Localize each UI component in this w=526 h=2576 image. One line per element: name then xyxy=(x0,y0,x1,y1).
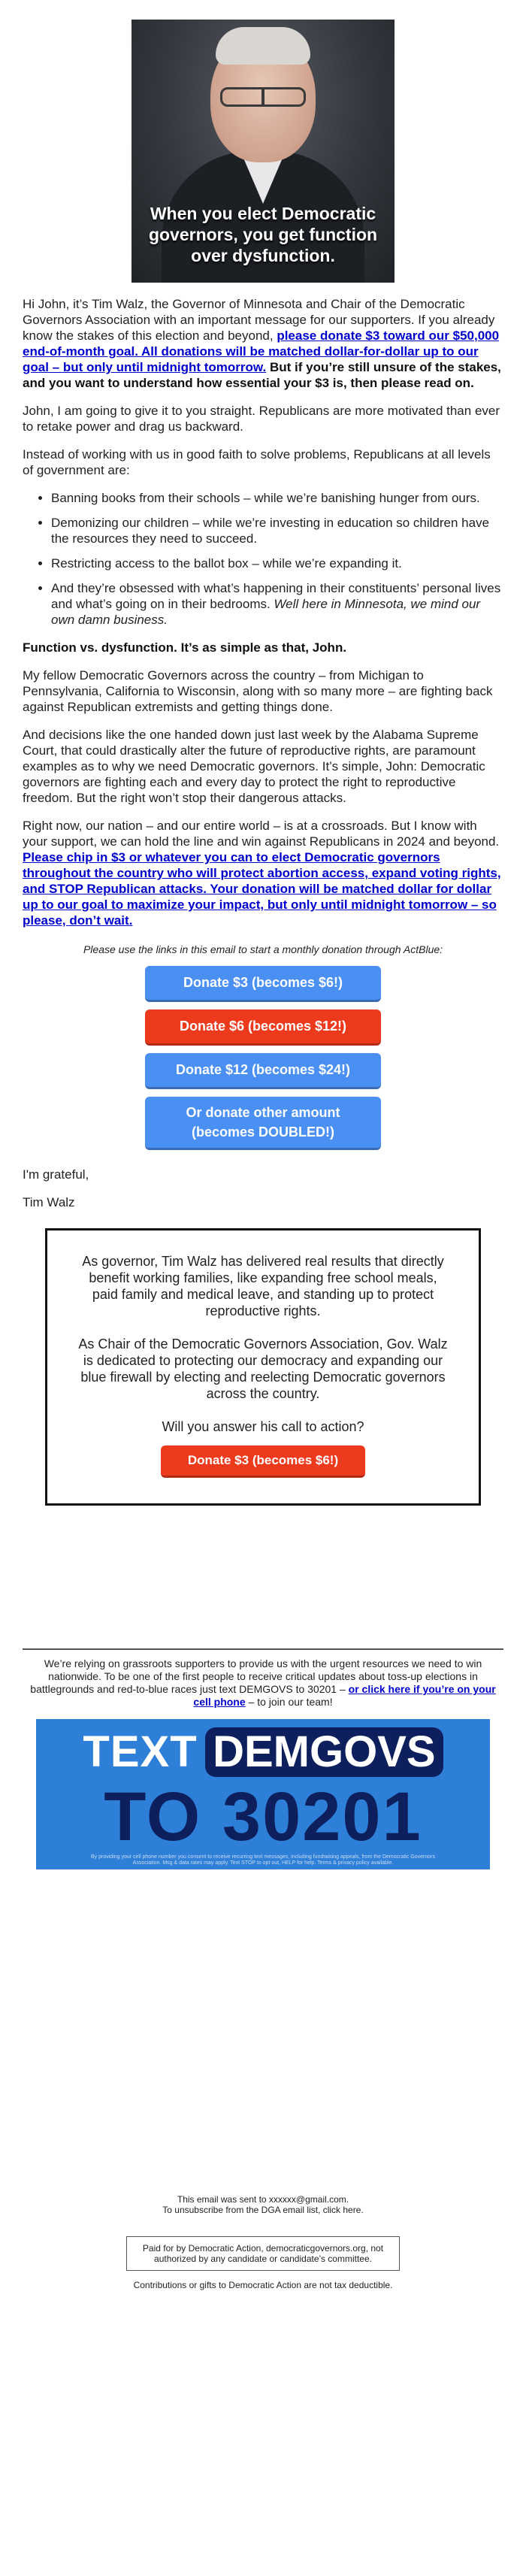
text-demgovs-banner[interactable] xyxy=(36,1719,490,1869)
banner-text-word: TEXT xyxy=(83,1727,198,1776)
paragraph-republicans: Instead of working with us in good faith to solve problems, Republicans at all levels of government are: xyxy=(23,447,491,477)
banner-top-row xyxy=(36,1727,490,1777)
republican-actions-list xyxy=(23,490,503,628)
actblue-note: Please use the links in this email to start a monthly donation through ActBlue: xyxy=(83,943,443,955)
paragraph-straight: John, I am going to give it to you straight. Republicans are more motivated than ever to retake power and drag us backward. xyxy=(23,404,500,434)
list-item: • Demonizing our children – while we’re investing in education so children have the resources they need to succeed. xyxy=(51,515,503,546)
donate-3-button[interactable]: Donate $3 (becomes $6!) xyxy=(145,966,381,1002)
hero-caption: When you elect Democratic governors, you get function over dysfunction. xyxy=(148,204,378,265)
box-paragraph-governor: As governor, Tim Walz has delivered real results that directly benefit working families, like expanding free school meals, paid family and medical leave, and standing up to protect reproductive rights. xyxy=(82,1254,444,1318)
box-paragraph-chair: As Chair of the Democratic Governors Association, Gov. Walz is dedicated to protecting our democracy and expanding our blue firewall by electing and reelecting Democratic governors across the country. xyxy=(78,1336,448,1401)
hero-figure-hair xyxy=(216,27,310,65)
join-tail: – to join our team! xyxy=(245,1696,333,1708)
donate-6-button[interactable]: Donate $6 (becomes $12!) xyxy=(145,1010,381,1046)
cell-phone-link[interactable]: or click here if you’re on your cell phone xyxy=(193,1683,496,1708)
intro-bold: But if you’re still unsure of the stakes, and you want to understand how essential your $3 is, then please read on. xyxy=(23,360,501,390)
paragraph-alabama: And decisions like the one handed down just last week by the Alabama Supreme Court, that could drastically alter the future of reproductive rights, are paramount examples as to why we need Democratic governors. It’s simple, John: Democratic governors are fighting each and every day to protect the right to reproductive freedom. But the right won’t stop their dangerous attacks. xyxy=(23,728,485,805)
list-item xyxy=(51,580,503,628)
donate-other-line2: (becomes DOUBLED!) xyxy=(191,1125,335,1140)
sent-to-text: This email was sent to xxxxxx@gmail.com. xyxy=(177,2194,349,2205)
donate-goal-link[interactable]: please donate $3 toward our $50,000 end-of-month goal. All donations will be matched dollar-for-dollar up to our goal – but only until midnight tomorrow. xyxy=(23,328,500,374)
paragraph-crossroads xyxy=(23,818,503,928)
footer xyxy=(23,1648,503,2290)
hero-figure-glasses xyxy=(220,87,306,107)
signoff-grateful: I'm grateful, xyxy=(23,1167,89,1182)
join-lead: We’re relying on grassroots supporters to provide us with the urgent resources we need to win nationwide. To be one of the first people to receive critical updates about toss-up elections in battlegrounds and red-to-blue races just text DEMGOVS to 30201 – xyxy=(30,1657,482,1695)
intro-paragraph xyxy=(23,296,503,391)
call-to-action-box xyxy=(45,1228,481,1506)
function-line-bold: Function vs. dysfunction. It’s as simple as that, John. xyxy=(23,640,347,655)
unsubscribe-link[interactable]: To unsubscribe from the DGA email list, click here. xyxy=(162,2205,364,2215)
contributions-disclaimer: Contributions or gifts to Democratic Action are not tax deductible. xyxy=(133,2280,393,2290)
list-item-italic: Well here in Minnesota, we mind our own damn business. xyxy=(51,597,481,627)
crossroads-lead: Right now, our nation – and our entire world – is at a crossroads. But I know with your support, we can hold the line and win against Republicans in 2024 and beyond. xyxy=(23,819,500,849)
join-text xyxy=(23,1657,503,1709)
signoff-name: Tim Walz xyxy=(23,1195,75,1209)
function-line xyxy=(23,640,503,655)
banner-number: TO 30201 xyxy=(104,1778,422,1855)
donate-12-button[interactable]: Donate $12 (becomes $24!) xyxy=(145,1053,381,1089)
list-item: • Restricting access to the ballot box – while we’re expanding it. xyxy=(51,555,503,571)
intro-lead: Hi John, it’s Tim Walz, the Governor of Minnesota and Chair of the Democratic Governors Association with an important message for our supporters. If you already know the stakes of this election and beyond, xyxy=(23,297,495,343)
paragraph-governors: My fellow Democratic Governors across the country – from Michigan to Pennsylvania, California to Wisconsin, along with so many more – are fighting back against Republican extremists and getting things done. xyxy=(23,668,493,714)
banner-fine-print: By providing your cell phone number you consent to receive recurring text messages, including fundraising appeals, from the Democratic Governors Association. Msg & data rates may apply. Text STOP to opt out, HELP for help. Terms & privacy policy available. xyxy=(91,1854,435,1866)
paid-for-disclaimer: Paid for by Democratic Action, democraticgovernors.org, not authorized by any candidate or candidate’s committee. xyxy=(126,2236,400,2271)
chip-in-link[interactable]: Please chip in $3 or whatever you can to elect Democratic governors throughout the country who will protect abortion access, expand voting rights, and STOP Republican attacks. Your donation will be matched dollar for dollar up to our goal to maximize your impact, but only until midnight tomorrow – so please, don’t wait. xyxy=(23,850,501,928)
donate-other-line1: Or donate other amount xyxy=(186,1105,340,1120)
email-body xyxy=(23,20,503,2290)
hero-image[interactable] xyxy=(132,20,394,283)
box-question: Will you answer his call to action? xyxy=(162,1419,364,1434)
donate-other-button[interactable] xyxy=(145,1097,381,1150)
list-item-text: And they’re obsessed with what’s happening in their constituents’ personal lives and what’s going on in their bedrooms. xyxy=(51,581,501,611)
list-item: • Banning books from their schools – while we’re banishing hunger from ours. xyxy=(51,490,503,506)
box-donate-3-button[interactable]: Donate $3 (becomes $6!) xyxy=(161,1445,365,1478)
banner-keyword: DEMGOVS xyxy=(205,1727,443,1777)
